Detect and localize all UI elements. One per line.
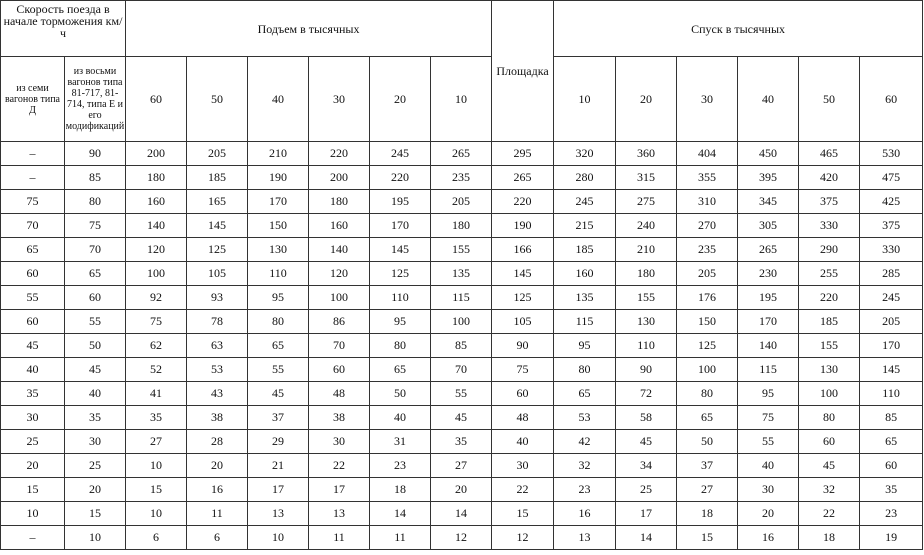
table-row: [1, 358, 923, 382]
descent-header: Спуск в тысячных: [554, 1, 923, 57]
table-cell: –: [1, 526, 65, 550]
table-cell: 110: [860, 382, 923, 406]
table-cell: 30: [65, 430, 126, 454]
speed-col-type-81-717: из восьми вагонов типа 81-717, 81-714, типа Е и его модификаций: [65, 57, 126, 142]
table-cell: 50: [677, 430, 738, 454]
table-cell: 150: [248, 214, 309, 238]
table-header: [1, 1, 923, 142]
table-cell: 165: [187, 190, 248, 214]
table-cell: 31: [370, 430, 431, 454]
table-cell: 29: [248, 430, 309, 454]
table-cell: 280: [554, 166, 616, 190]
rise-grade: 50: [187, 57, 248, 142]
table-cell: 100: [309, 286, 370, 310]
table-cell: 48: [492, 406, 554, 430]
table-cell: 230: [738, 262, 799, 286]
table-cell: 20: [187, 454, 248, 478]
table-cell: 14: [616, 526, 677, 550]
table-cell: 20: [738, 502, 799, 526]
table-cell: 35: [126, 406, 187, 430]
table-cell: 30: [309, 430, 370, 454]
table-cell: 30: [492, 454, 554, 478]
table-row: [1, 526, 923, 550]
table-cell: 13: [248, 502, 309, 526]
table-cell: 41: [126, 382, 187, 406]
table-cell: 170: [738, 310, 799, 334]
table-cell: 53: [554, 406, 616, 430]
table-cell: 245: [554, 190, 616, 214]
table-cell: 205: [860, 310, 923, 334]
table-cell: 40: [370, 406, 431, 430]
table-cell: 185: [187, 166, 248, 190]
table-cell: 120: [309, 262, 370, 286]
table-body: [1, 142, 923, 550]
table-cell: 40: [1, 358, 65, 382]
table-cell: 35: [431, 430, 492, 454]
table-cell: 60: [492, 382, 554, 406]
table-cell: 70: [1, 214, 65, 238]
table-cell: 315: [616, 166, 677, 190]
table-cell: 40: [738, 454, 799, 478]
table-cell: 115: [554, 310, 616, 334]
table-cell: 19: [860, 526, 923, 550]
table-cell: 130: [248, 238, 309, 262]
table-cell: 205: [187, 142, 248, 166]
table-cell: 160: [126, 190, 187, 214]
table-cell: 200: [126, 142, 187, 166]
rise-grade: 30: [309, 57, 370, 142]
table-cell: 45: [65, 358, 126, 382]
table-cell: 530: [860, 142, 923, 166]
table-cell: 37: [677, 454, 738, 478]
table-cell: 52: [126, 358, 187, 382]
table-cell: 200: [309, 166, 370, 190]
table-cell: 70: [431, 358, 492, 382]
table-row: [1, 238, 923, 262]
table-cell: 150: [677, 310, 738, 334]
table-cell: 90: [616, 358, 677, 382]
table-cell: 23: [860, 502, 923, 526]
table-cell: 110: [370, 286, 431, 310]
table-cell: 100: [431, 310, 492, 334]
table-cell: 360: [616, 142, 677, 166]
table-cell: 210: [616, 238, 677, 262]
table-cell: 450: [738, 142, 799, 166]
table-cell: 25: [616, 478, 677, 502]
table-cell: 130: [616, 310, 677, 334]
table-cell: 62: [126, 334, 187, 358]
table-cell: 160: [554, 262, 616, 286]
table-cell: 60: [860, 454, 923, 478]
table-cell: 13: [554, 526, 616, 550]
table-cell: 155: [431, 238, 492, 262]
table-cell: 465: [799, 142, 860, 166]
table-row: [1, 142, 923, 166]
table-cell: 475: [860, 166, 923, 190]
table-cell: 30: [1, 406, 65, 430]
table-cell: 45: [1, 334, 65, 358]
table-row: [1, 166, 923, 190]
table-cell: 53: [187, 358, 248, 382]
table-row: [1, 286, 923, 310]
table-cell: 120: [126, 238, 187, 262]
table-cell: 13: [309, 502, 370, 526]
table-cell: 78: [187, 310, 248, 334]
descent-grade: 20: [616, 57, 677, 142]
rise-grade: 60: [126, 57, 187, 142]
table-cell: 100: [126, 262, 187, 286]
table-cell: 23: [370, 454, 431, 478]
table-cell: 155: [616, 286, 677, 310]
table-cell: 70: [309, 334, 370, 358]
table-cell: 310: [677, 190, 738, 214]
flat-header: Площадка: [492, 1, 554, 142]
table-cell: 15: [65, 502, 126, 526]
table-cell: 12: [431, 526, 492, 550]
table-cell: 93: [187, 286, 248, 310]
table-row: [1, 214, 923, 238]
table-cell: 10: [248, 526, 309, 550]
table-cell: 190: [248, 166, 309, 190]
table-cell: 170: [248, 190, 309, 214]
table-cell: 10: [1, 502, 65, 526]
table-cell: 15: [492, 502, 554, 526]
table-cell: 50: [370, 382, 431, 406]
table-cell: 75: [738, 406, 799, 430]
table-cell: 58: [616, 406, 677, 430]
table-cell: 265: [431, 142, 492, 166]
table-cell: 145: [370, 238, 431, 262]
table-cell: 63: [187, 334, 248, 358]
table-cell: 12: [492, 526, 554, 550]
table-cell: 32: [554, 454, 616, 478]
table-cell: 125: [187, 238, 248, 262]
table-cell: 85: [860, 406, 923, 430]
descent-grade: 50: [799, 57, 860, 142]
table-cell: 140: [738, 334, 799, 358]
table-row: [1, 478, 923, 502]
table-cell: 105: [492, 310, 554, 334]
table-cell: 255: [799, 262, 860, 286]
table-cell: 17: [616, 502, 677, 526]
table-cell: 55: [1, 286, 65, 310]
table-cell: 195: [370, 190, 431, 214]
table-cell: 18: [799, 526, 860, 550]
table-cell: 16: [554, 502, 616, 526]
table-cell: 10: [126, 502, 187, 526]
table-row: [1, 382, 923, 406]
table-cell: 72: [616, 382, 677, 406]
table-cell: 125: [492, 286, 554, 310]
table-row: [1, 334, 923, 358]
table-cell: 75: [65, 214, 126, 238]
table-cell: 320: [554, 142, 616, 166]
table-cell: 80: [677, 382, 738, 406]
table-cell: 38: [187, 406, 248, 430]
table-cell: 75: [126, 310, 187, 334]
table-cell: 27: [431, 454, 492, 478]
table-cell: 295: [492, 142, 554, 166]
table-cell: 65: [1, 238, 65, 262]
table-cell: 220: [799, 286, 860, 310]
table-cell: 240: [616, 214, 677, 238]
table-cell: 180: [309, 190, 370, 214]
table-cell: 420: [799, 166, 860, 190]
table-cell: 55: [65, 310, 126, 334]
table-cell: 145: [860, 358, 923, 382]
table-cell: 22: [799, 502, 860, 526]
table-cell: 100: [799, 382, 860, 406]
table-cell: 45: [799, 454, 860, 478]
table-cell: 86: [309, 310, 370, 334]
table-cell: 176: [677, 286, 738, 310]
table-cell: 18: [370, 478, 431, 502]
table-cell: 375: [860, 214, 923, 238]
table-cell: 80: [370, 334, 431, 358]
table-cell: 11: [370, 526, 431, 550]
table-cell: 60: [309, 358, 370, 382]
table-cell: 20: [1, 454, 65, 478]
descent-grade: 30: [677, 57, 738, 142]
table-cell: 35: [65, 406, 126, 430]
table-cell: 17: [248, 478, 309, 502]
table-cell: 170: [370, 214, 431, 238]
descent-grade: 10: [554, 57, 616, 142]
table-cell: 35: [860, 478, 923, 502]
table-cell: 80: [65, 190, 126, 214]
table-cell: 70: [65, 238, 126, 262]
table-cell: 65: [248, 334, 309, 358]
table-cell: 65: [677, 406, 738, 430]
table-cell: 60: [1, 310, 65, 334]
table-cell: 75: [1, 190, 65, 214]
table-cell: 205: [431, 190, 492, 214]
table-cell: 185: [554, 238, 616, 262]
table-cell: 245: [370, 142, 431, 166]
table-cell: 16: [738, 526, 799, 550]
descent-grade: 60: [860, 57, 923, 142]
table-cell: 285: [860, 262, 923, 286]
table-cell: 92: [126, 286, 187, 310]
table-cell: 6: [187, 526, 248, 550]
table-cell: 265: [738, 238, 799, 262]
table-cell: 50: [65, 334, 126, 358]
table-row: [1, 190, 923, 214]
table-cell: 23: [554, 478, 616, 502]
table-cell: 85: [431, 334, 492, 358]
table-cell: 60: [799, 430, 860, 454]
table-cell: 21: [248, 454, 309, 478]
table-cell: 35: [1, 382, 65, 406]
table-cell: 80: [799, 406, 860, 430]
table-cell: 95: [554, 334, 616, 358]
table-cell: 25: [65, 454, 126, 478]
table-cell: 170: [860, 334, 923, 358]
table-cell: 404: [677, 142, 738, 166]
table-cell: 265: [492, 166, 554, 190]
table-cell: 11: [309, 526, 370, 550]
table-cell: 210: [248, 142, 309, 166]
table-cell: 15: [1, 478, 65, 502]
table-cell: 135: [431, 262, 492, 286]
table-cell: 330: [799, 214, 860, 238]
table-cell: 235: [431, 166, 492, 190]
rise-grade: 10: [431, 57, 492, 142]
table-cell: 330: [860, 238, 923, 262]
table-cell: 27: [677, 478, 738, 502]
table-cell: 11: [187, 502, 248, 526]
table-cell: 100: [677, 358, 738, 382]
table-cell: 125: [370, 262, 431, 286]
table-row: [1, 310, 923, 334]
table-cell: 45: [248, 382, 309, 406]
table-cell: 14: [431, 502, 492, 526]
table-cell: 160: [309, 214, 370, 238]
table-cell: 14: [370, 502, 431, 526]
table-cell: 55: [738, 430, 799, 454]
table-cell: 28: [187, 430, 248, 454]
table-cell: 16: [187, 478, 248, 502]
table-cell: 275: [616, 190, 677, 214]
table-cell: 425: [860, 190, 923, 214]
table-cell: 220: [309, 142, 370, 166]
table-cell: 140: [126, 214, 187, 238]
table-cell: 395: [738, 166, 799, 190]
table-cell: –: [1, 142, 65, 166]
table-cell: 345: [738, 190, 799, 214]
speed-header: Скорость поезда в начале торможения км/ч: [1, 1, 126, 57]
table-cell: 38: [309, 406, 370, 430]
table-cell: 205: [677, 262, 738, 286]
table-cell: 80: [248, 310, 309, 334]
table-cell: 195: [738, 286, 799, 310]
table-cell: 75: [492, 358, 554, 382]
table-cell: 20: [65, 478, 126, 502]
table-cell: 43: [187, 382, 248, 406]
table-cell: 65: [370, 358, 431, 382]
table-cell: 48: [309, 382, 370, 406]
table-cell: 110: [248, 262, 309, 286]
table-cell: 145: [187, 214, 248, 238]
rise-header: Подъем в тысячных: [126, 1, 492, 57]
table-cell: 115: [431, 286, 492, 310]
table-cell: 220: [370, 166, 431, 190]
table-cell: 85: [65, 166, 126, 190]
table-cell: 40: [492, 430, 554, 454]
table-cell: 55: [248, 358, 309, 382]
table-cell: 215: [554, 214, 616, 238]
table-cell: 145: [492, 262, 554, 286]
table-cell: 125: [677, 334, 738, 358]
table-cell: 18: [677, 502, 738, 526]
table-cell: 15: [677, 526, 738, 550]
table-cell: 27: [126, 430, 187, 454]
table-cell: 65: [554, 382, 616, 406]
table-cell: 60: [1, 262, 65, 286]
table-cell: 34: [616, 454, 677, 478]
table-cell: 95: [738, 382, 799, 406]
table-cell: 17: [309, 478, 370, 502]
table-row: [1, 454, 923, 478]
table-cell: 180: [616, 262, 677, 286]
table-cell: 190: [492, 214, 554, 238]
table-cell: 180: [126, 166, 187, 190]
table-cell: 40: [65, 382, 126, 406]
table-row: [1, 502, 923, 526]
table-cell: –: [1, 166, 65, 190]
table-cell: 65: [860, 430, 923, 454]
descent-grade: 40: [738, 57, 799, 142]
table-cell: 37: [248, 406, 309, 430]
table-cell: 22: [492, 478, 554, 502]
table-cell: 80: [554, 358, 616, 382]
table-row: [1, 406, 923, 430]
table-cell: 245: [860, 286, 923, 310]
table-cell: 155: [799, 334, 860, 358]
rise-grade: 40: [248, 57, 309, 142]
table-cell: 135: [554, 286, 616, 310]
table-cell: 166: [492, 238, 554, 262]
table-cell: 375: [799, 190, 860, 214]
table-cell: 110: [616, 334, 677, 358]
table-cell: 6: [126, 526, 187, 550]
table-cell: 45: [616, 430, 677, 454]
table-cell: 115: [738, 358, 799, 382]
table-cell: 130: [799, 358, 860, 382]
table-cell: 32: [799, 478, 860, 502]
table-cell: 55: [431, 382, 492, 406]
table-cell: 10: [65, 526, 126, 550]
table-cell: 42: [554, 430, 616, 454]
table-cell: 90: [65, 142, 126, 166]
table-row: [1, 262, 923, 286]
speed-col-type-d: из семи вагонов типа Д: [1, 57, 65, 142]
table-cell: 180: [431, 214, 492, 238]
table-cell: 10: [126, 454, 187, 478]
table-cell: 25: [1, 430, 65, 454]
table-cell: 235: [677, 238, 738, 262]
rise-grade: 20: [370, 57, 431, 142]
table-cell: 45: [431, 406, 492, 430]
table-cell: 90: [492, 334, 554, 358]
table-cell: 65: [65, 262, 126, 286]
table-cell: 105: [187, 262, 248, 286]
table-cell: 95: [370, 310, 431, 334]
table-cell: 185: [799, 310, 860, 334]
table-cell: 140: [309, 238, 370, 262]
table-cell: 270: [677, 214, 738, 238]
table-row: [1, 430, 923, 454]
table-cell: 22: [309, 454, 370, 478]
table-cell: 95: [248, 286, 309, 310]
table-cell: 30: [738, 478, 799, 502]
table-cell: 220: [492, 190, 554, 214]
table-cell: 305: [738, 214, 799, 238]
table-cell: 15: [126, 478, 187, 502]
table-cell: 60: [65, 286, 126, 310]
table-cell: 20: [431, 478, 492, 502]
table-cell: 290: [799, 238, 860, 262]
table-cell: 355: [677, 166, 738, 190]
